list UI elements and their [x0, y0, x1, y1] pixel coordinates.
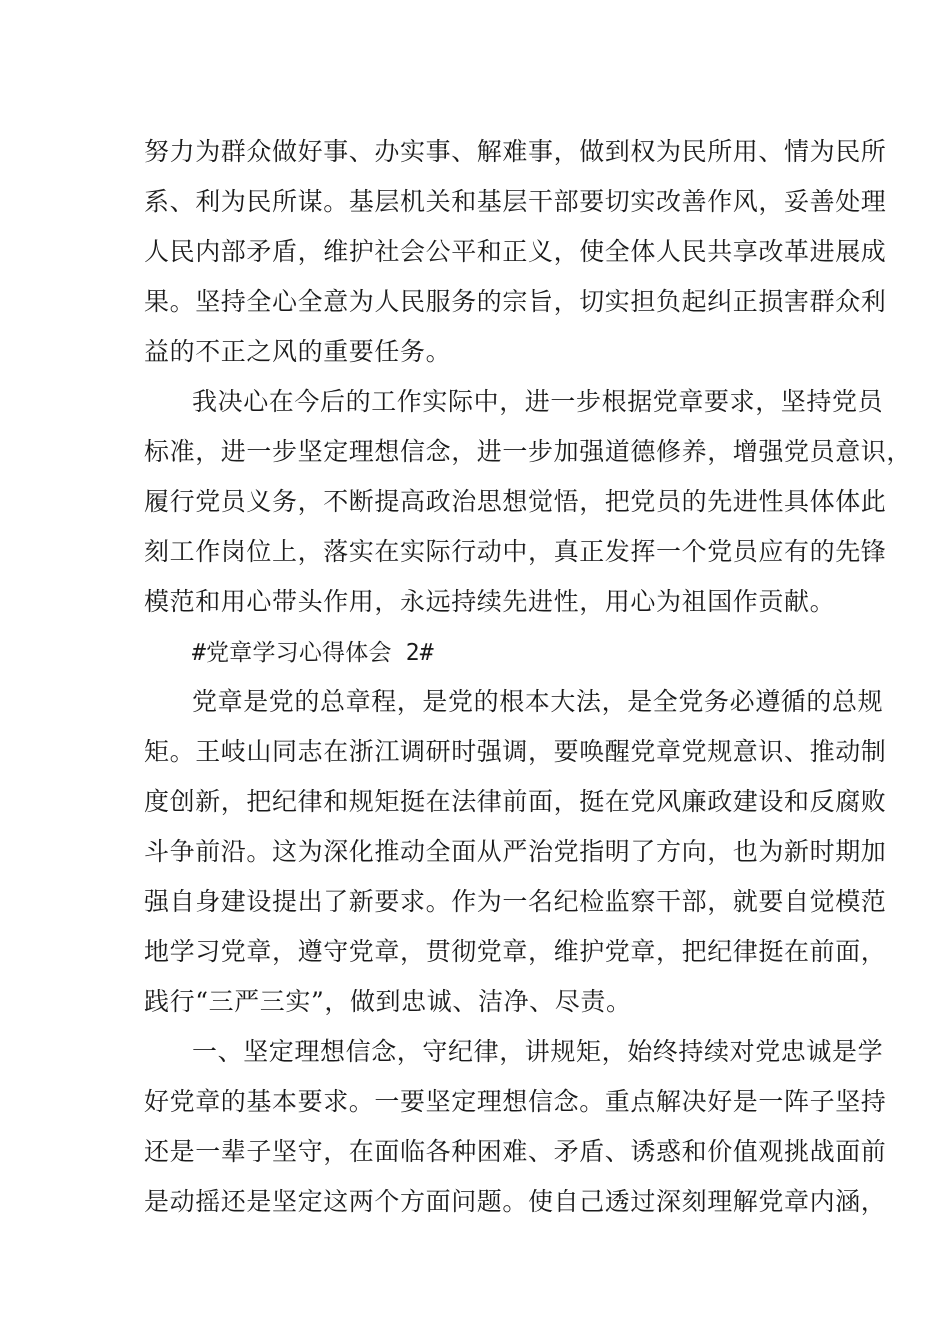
text-line: 度创新，把纪律和规矩挺在法律前面，挺在党风廉政建设和反腐败	[144, 787, 887, 816]
text-line: 矩。王岐山同志在浙江调研时强调，要唤醒党章党规意识、推动制	[144, 737, 887, 766]
section-heading: #党章学习心得体会 2#	[192, 640, 434, 666]
paragraph-start: 一、坚定理想信念，守纪律，讲规矩，始终持续对党忠诚是学	[192, 1037, 884, 1066]
text-line: 果。坚持全心全意为人民服务的宗旨，切实担负起纠正损害群众利	[144, 287, 887, 316]
text-line: 好党章的基本要求。一要坚定理想信念。重点解决好是一阵子坚持	[144, 1087, 887, 1116]
text-line: 努力为群众做好事、办实事、解难事，做到权为民所用、情为民所	[144, 137, 887, 166]
text-line: 益的不正之风的重要任务。	[144, 337, 452, 366]
text-line: 强自身建设提出了新要求。作为一名纪检监察干部，就要自觉模范	[144, 887, 887, 916]
text-line: 履行党员义务，不断提高政治思想觉悟，把党员的先进性具体体此	[144, 487, 887, 516]
text-line: 斗争前沿。这为深化推动全面从严治党指明了方向，也为新时期加	[144, 837, 887, 866]
text-line: 是动摇还是坚定这两个方面问题。使自己透过深刻理解党章内涵，	[144, 1187, 887, 1216]
paragraph-start: 党章是党的总章程，是党的根本大法，是全党务必遵循的总规	[192, 687, 884, 716]
text-line: 人民内部矛盾，维护社会公平和正义，使全体人民共享改革进展成	[144, 237, 887, 266]
text-line: 刻工作岗位上，落实在实际行动中，真正发挥一个党员应有的先锋	[144, 537, 887, 566]
paragraph-start: 我决心在今后的工作实际中，进一步根据党章要求，坚持党员	[192, 387, 884, 416]
text-line: 模范和用心带头作用，永远持续先进性，用心为祖国作贡献。	[144, 587, 836, 616]
text-line: 地学习党章，遵守党章，贯彻党章，维护党章，把纪律挺在前面，	[144, 937, 887, 966]
text-line: 践行“三严三实”，做到忠诚、洁净、尽责。	[144, 987, 632, 1016]
text-line: 还是一辈子坚守，在面临各种困难、矛盾、诱惑和价值观挑战面前	[144, 1137, 887, 1166]
text-line: 标准，进一步坚定理想信念，进一步加强道德修养，增强党员意识，	[144, 437, 913, 466]
text-line: 系、利为民所谋。基层机关和基层干部要切实改善作风，妥善处理	[144, 187, 887, 216]
